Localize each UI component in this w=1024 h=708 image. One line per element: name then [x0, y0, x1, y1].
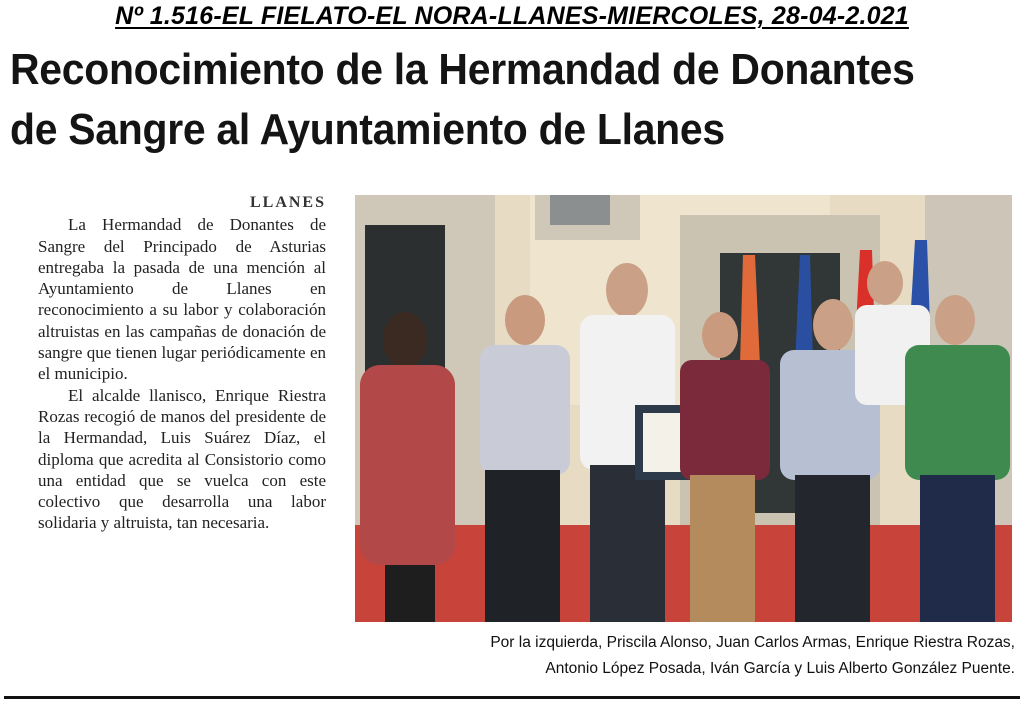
paragraph-1: La Hermandad de Donantes de Sangre del Principado de Asturias entregaba la pasada de una mención al Ayuntamiento de Llanes en reconocimiento a su labor y colaboración altruistas en las campañas de donación de sangre que tienen lugar periódicamente en el municipio.: [38, 215, 326, 384]
dateline: LLANES: [249, 194, 326, 211]
photo-caption: [340, 630, 1015, 682]
caption-line-2: Antonio López Posada, Iván García y Luis Alberto González Puente.: [545, 660, 1015, 677]
group-photo: [355, 195, 1012, 622]
paragraph-2: El alcalde llanisco, Enrique Riestra Rozas recogió de manos del presidente de la Hermandad, Luis Suárez Díaz, el diploma que acredita al Consistorio como una entidad que se vuelca con este colectivo que desarrolla una labor solidaria y altruista, tan necesaria.: [38, 385, 326, 533]
bottom-rule: [4, 696, 1020, 699]
article-body: [38, 192, 326, 534]
headline: Reconocimiento de la Hermandad de Donantes de Sangre al Ayuntamiento de Llanes: [10, 45, 915, 154]
issue-line: Nº 1.516-EL FIELATO-EL NORA-LLANES-MIERCOLES, 28-04-2.021: [115, 2, 909, 30]
caption-line-1: Por la izquierda, Priscila Alonso, Juan Carlos Armas, Enrique Riestra Rozas,: [490, 634, 1015, 651]
masthead: [0, 0, 1024, 40]
